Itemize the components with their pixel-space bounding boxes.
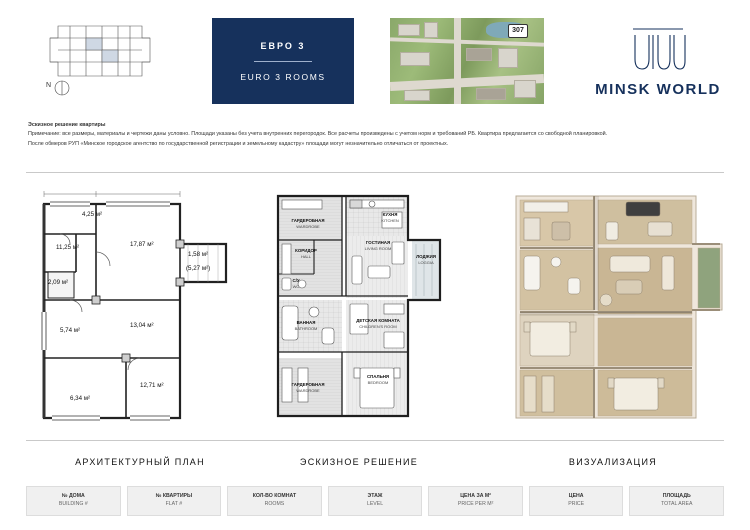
area-label: 12,71 м²: [140, 382, 164, 389]
footer-label-en: FLAT #: [165, 501, 183, 507]
room-label-ru: ГАРДЕРОБНАЯ: [291, 218, 325, 223]
notes-line-2: Примечание: все размеры, материалы и чертежи даны условно. Площади указаны без учета внутренних перегородок. Все расчеты произведены с учетом норм и требований РБ. Квартира предлагается со свободной планировкой.: [28, 131, 608, 138]
room-label-ru: КОРИДОР: [295, 248, 317, 253]
aerial-building: [398, 24, 420, 36]
visualization-panel: [498, 182, 728, 430]
footer-label-en: BUILDING #: [58, 501, 88, 507]
aerial-building: [404, 90, 430, 101]
aerial-building: [400, 52, 430, 66]
footer-cell-price-per-m2: [428, 486, 523, 516]
footer-cell-rooms: [227, 486, 322, 516]
footer-label-en: ROOMS: [264, 501, 285, 507]
header: [0, 0, 750, 118]
area-label: (5,27 м²): [186, 265, 211, 272]
room-label-ru: ДЕТСКАЯ КОМНАТА: [356, 318, 400, 323]
aerial-building: [424, 22, 438, 38]
mw-monogram-icon: [629, 25, 687, 75]
plan-title-en: EURO 3 ROOMS: [240, 71, 326, 82]
brand-name: MINSK WORLD: [595, 80, 721, 98]
key-plan-drawing: [30, 18, 160, 103]
footer-cell-level: [328, 486, 423, 516]
aerial-road: [454, 18, 461, 104]
footer-cell-area: [629, 486, 724, 516]
aerial-building: [514, 80, 536, 98]
footer-label-ru: № ДОМА: [61, 493, 85, 500]
notes-line-3: После обмеров РУП «Минское городское агентство по государственной регистрации и земельному кадастру» площади могут незначительно отличаться от проектных.: [28, 140, 449, 147]
room-label-ru: ГОСТИНАЯ: [365, 240, 391, 245]
area-label: 11,25 м²: [56, 244, 80, 251]
area-label: 6,34 м²: [70, 395, 91, 402]
footer-label-ru: № КВАРТИРЫ: [155, 493, 193, 500]
room-label-en: BEDROOM: [367, 380, 389, 385]
footer-label-ru: ЦЕНА ЗА М²: [460, 493, 491, 500]
room-label-en: WARDROBE: [296, 224, 320, 229]
plan-title-box: [212, 18, 354, 104]
room-label-ru: ЛОДЖИЯ: [416, 254, 436, 259]
info-footer: [26, 486, 724, 516]
architectural-plan-panel: [30, 182, 250, 430]
building-key-plan: [30, 18, 160, 103]
aerial-building: [476, 88, 506, 100]
area-label: 5,74 м²: [60, 327, 81, 334]
visualization-render: [498, 182, 728, 430]
map-marker: 307: [508, 24, 528, 38]
room-label-en: LIVING ROOM: [364, 246, 392, 251]
plan-title-ru: ЕВРО 3: [260, 40, 306, 51]
room-label-en: KITCHEN: [381, 218, 399, 223]
title-divider: [254, 61, 312, 62]
area-label: 13,04 м²: [130, 322, 154, 329]
room-label-ru: КУХНЯ: [382, 212, 398, 217]
area-label: 17,87 м²: [130, 241, 154, 248]
notes-line-1: Эскизное решение квартиры: [28, 122, 106, 128]
caption-visualization: ВИЗУАЛИЗАЦИЯ: [568, 457, 658, 467]
area-label: 1,58 м²: [188, 251, 209, 258]
footer-label-en: PRICE: [568, 501, 585, 507]
footer-cell-flat: [127, 486, 222, 516]
room-label-en: HALL: [300, 254, 312, 259]
area-label: 2,09 м²: [48, 279, 69, 286]
north-label: N: [46, 82, 52, 89]
footer-cell-building: [26, 486, 121, 516]
footer-label-ru: ЭТАЖ: [367, 493, 383, 500]
divider-bottom: [26, 440, 724, 441]
footer-label-ru: КОЛ-ВО КОМНАТ: [252, 493, 297, 500]
room-label-en: BATHROOM: [294, 326, 318, 331]
room-label-ru: СПАЛЬНЯ: [366, 374, 390, 379]
room-label-ru: С/У: [292, 278, 300, 283]
sketch-plan-drawing: [268, 182, 450, 430]
brand-logo: [588, 16, 728, 106]
sketch-plan-panel: [268, 182, 450, 430]
footer-label-en: PRICE PER M²: [457, 501, 494, 507]
room-label-ru: ВАННАЯ: [296, 320, 316, 325]
site-aerial-photo: [390, 18, 544, 104]
divider-top: [26, 172, 724, 173]
footer-label-ru: ЦЕНА: [568, 493, 584, 500]
disclaimer-notes: [28, 121, 722, 149]
caption-architectural: АРХИТЕКТУРНЫЙ ПЛАН: [75, 457, 205, 467]
room-label-en: WC: [292, 284, 300, 289]
footer-label-en: TOTAL AREA: [661, 501, 693, 507]
room-label-en: WARDROBE: [296, 388, 320, 393]
footer-label-en: LEVEL: [366, 501, 384, 507]
caption-sketch: ЭСКИЗНОЕ РЕШЕНИЕ: [299, 457, 419, 467]
room-label-ru: ГАРДЕРОБНАЯ: [291, 382, 325, 387]
architectural-plan-drawing: [30, 182, 250, 430]
aerial-building: [498, 48, 518, 68]
room-label-en: CHILDREN'S ROOM: [359, 324, 397, 329]
footer-cell-price: [529, 486, 624, 516]
aerial-building: [466, 48, 492, 61]
footer-label-ru: ПЛОЩАДЬ: [662, 493, 691, 500]
room-label-en: LOGGIA: [418, 260, 434, 265]
area-label: 4,25 м²: [82, 211, 103, 218]
